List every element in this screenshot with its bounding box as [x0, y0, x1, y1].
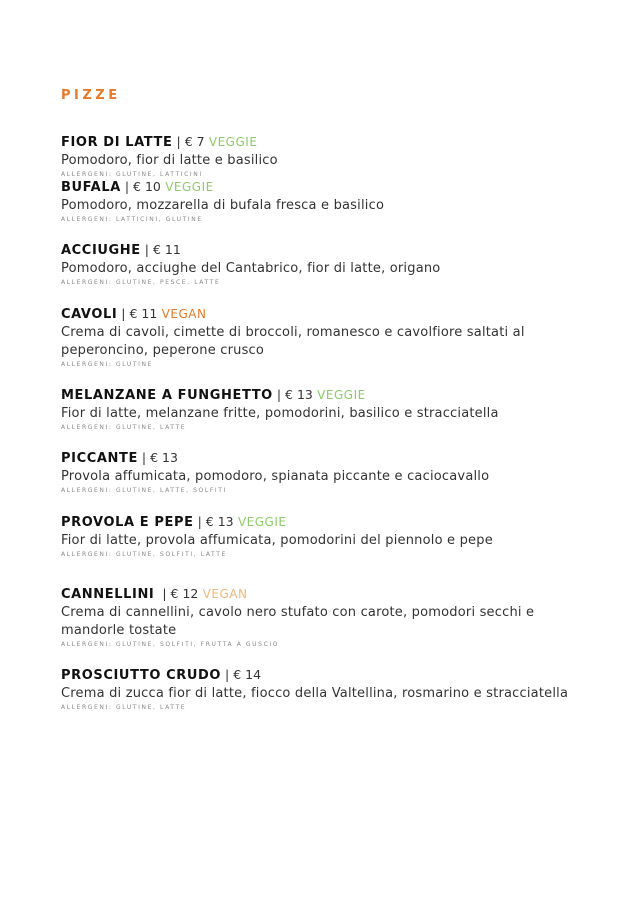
item-name: CAVOLI: [61, 307, 118, 322]
item-name: FIOR DI LATTE: [61, 135, 173, 150]
item-name: MELANZANE A FUNGHETTO: [61, 388, 273, 403]
item-allergens: ALLERGENI: GLUTINE, SOLFITI, FRUTTA A GUSCIO: [61, 641, 280, 648]
diet-tag: VEGGIE: [233, 515, 287, 529]
item-price: € 11: [129, 306, 158, 321]
separator: |: [172, 134, 185, 149]
diet-tag: VEGGIE: [312, 388, 366, 402]
menu-item: [61, 305, 601, 369]
item-description: Crema di cannellini, cavolo nero stufato con carote, pomodori secchi e mandorle tostate: [61, 605, 535, 638]
item-header: [61, 513, 601, 531]
item-header: [61, 178, 601, 196]
item-price: € 13: [205, 514, 234, 529]
item-header: [61, 133, 601, 151]
item-allergens: ALLERGENI: GLUTINE, LATTE, SOLFITI: [61, 487, 227, 494]
item-name: PICCANTE: [61, 451, 138, 466]
item-header: [61, 449, 601, 467]
item-name: ACCIUGHE: [61, 243, 141, 258]
item-header: [61, 241, 601, 259]
item-name: PROSCIUTTO CRUDO: [61, 668, 222, 683]
separator: |: [140, 242, 153, 257]
item-header: [61, 386, 601, 404]
item-description: Pomodoro, fior di latte e basilico: [61, 153, 278, 168]
diet-tag: VEGGIE: [204, 135, 258, 149]
menu-item: [61, 585, 601, 649]
separator: |: [193, 514, 206, 529]
item-price: € 12: [170, 586, 199, 601]
item-allergens: ALLERGENI: GLUTINE, SOLFITI, LATTE: [61, 551, 227, 558]
item-description: Pomodoro, acciughe del Cantabrico, fior di latte, origano: [61, 261, 441, 276]
separator: |: [137, 450, 151, 465]
separator: |: [120, 179, 134, 194]
menu-item: [61, 449, 601, 495]
item-allergens: ALLERGENI: GLUTINE, PESCE, LATTE: [61, 279, 221, 286]
item-allergens: ALLERGENI: LATTICINI, GLUTINE: [61, 216, 203, 223]
section-title: PIZZE: [61, 88, 121, 103]
menu-item: [61, 666, 601, 712]
item-allergens: ALLERGENI: GLUTINE, LATTICINI: [61, 171, 203, 178]
item-description: Crema di zucca fior di latte, fiocco della Valtellina, rosmarino e stracciatella: [61, 686, 569, 701]
item-price: € 7: [184, 134, 205, 149]
separator: |: [154, 586, 171, 601]
item-description: Pomodoro, mozzarella di bufala fresca e basilico: [61, 198, 385, 213]
menu-item: [61, 133, 601, 179]
item-price: € 14: [233, 667, 262, 682]
item-name: PROVOLA E PEPE: [61, 515, 194, 530]
item-header: [61, 585, 601, 603]
diet-tag: VEGGIE: [160, 180, 214, 194]
item-description: Fior di latte, provola affumicata, pomodorini del piennolo e pepe: [61, 533, 493, 548]
item-name: CANNELLINI: [61, 587, 155, 602]
menu-item: [61, 178, 601, 224]
item-price: € 13: [150, 450, 178, 465]
item-allergens: ALLERGENI: GLUTINE, LATTE: [61, 704, 187, 711]
item-price: € 13: [285, 387, 313, 402]
separator: |: [272, 387, 286, 402]
item-price: € 10: [133, 179, 161, 194]
separator: |: [117, 306, 130, 321]
menu-item: [61, 241, 601, 287]
separator: |: [221, 667, 234, 682]
item-description: Crema di cavoli, cimette di broccoli, romanesco e cavolfiore saltati al peperoncino, peperone crusco: [61, 325, 525, 358]
item-allergens: ALLERGENI: GLUTINE: [61, 361, 153, 368]
diet-tag: VEGAN: [157, 307, 207, 321]
item-description: Provola affumicata, pomodoro, spianata piccante e caciocavallo: [61, 469, 490, 484]
item-price: € 11: [152, 242, 181, 257]
diet-tag: VEGAN: [198, 587, 248, 601]
item-description: Fior di latte, melanzane fritte, pomodorini, basilico e stracciatella: [61, 406, 499, 421]
item-header: [61, 666, 601, 684]
item-name: BUFALA: [61, 180, 121, 195]
menu-item: [61, 513, 601, 559]
menu-item: [61, 386, 601, 432]
item-allergens: ALLERGENI: GLUTINE, LATTE: [61, 424, 187, 431]
item-header: [61, 305, 601, 323]
